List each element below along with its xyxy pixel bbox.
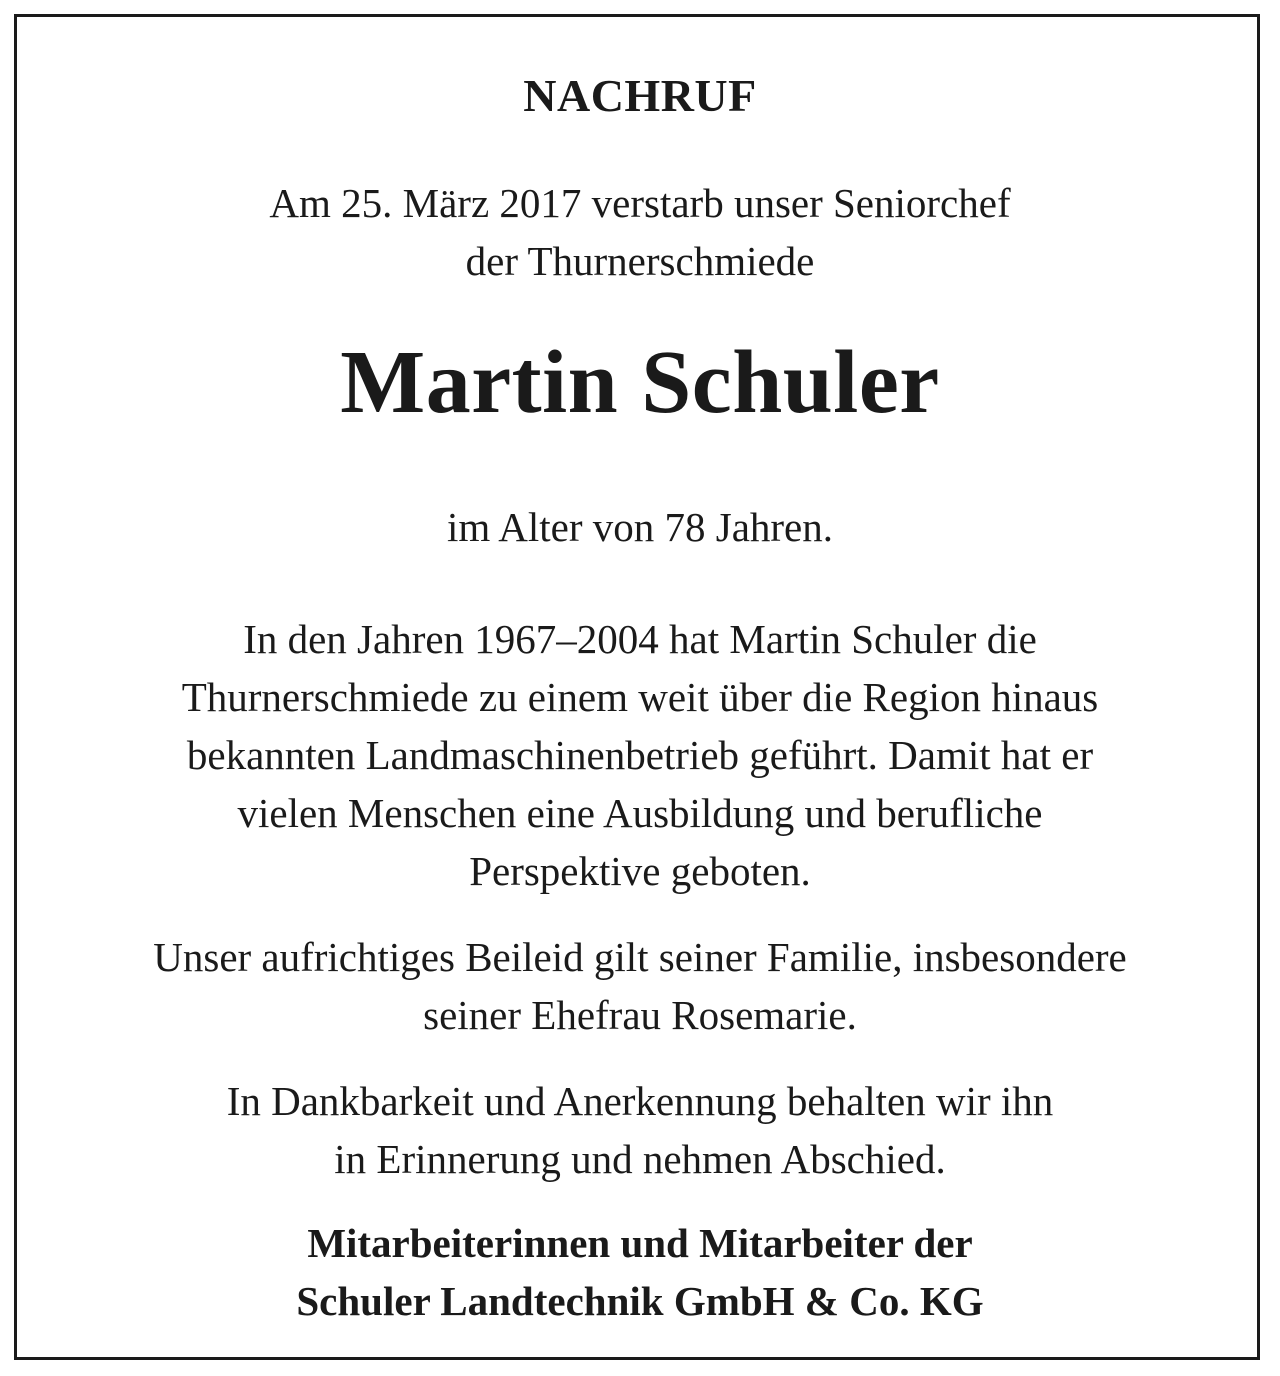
condolence-line: seiner Ehefrau Rosemarie. bbox=[423, 992, 857, 1038]
farewell-line: In Dankbarkeit und Anerkennung behalten wir ihn bbox=[226, 1078, 1054, 1124]
condolence-paragraph bbox=[14, 928, 1266, 1044]
biography-paragraph bbox=[14, 610, 1266, 900]
deceased-name: Martin Schuler bbox=[340, 333, 940, 432]
intro-paragraph bbox=[14, 174, 1266, 290]
notice-heading: NACHRUF bbox=[523, 70, 757, 121]
farewell-paragraph bbox=[14, 1072, 1266, 1188]
bio-line: vielen Menschen eine Ausbildung und berufliche bbox=[237, 790, 1043, 836]
signature-line: Schuler Landtechnik GmbH & Co. KG bbox=[296, 1278, 984, 1324]
bio-line: Thurnerschmiede zu einem weit über die Region hinaus bbox=[181, 674, 1099, 720]
signature-block bbox=[14, 1214, 1266, 1330]
condolence-line: Unser aufrichtiges Beileid gilt seiner Familie, insbesondere bbox=[153, 934, 1127, 980]
age-line: im Alter von 78 Jahren. bbox=[446, 504, 834, 550]
intro-line: der Thurnerschmiede bbox=[465, 238, 815, 284]
farewell-line: in Erinnerung und nehmen Abschied. bbox=[334, 1136, 946, 1182]
intro-line: Am 25. März 2017 verstarb unser Seniorchef bbox=[269, 180, 1011, 226]
bio-line: Perspektive geboten. bbox=[469, 848, 811, 894]
signature-line: Mitarbeiterinnen und Mitarbeiter der bbox=[307, 1220, 973, 1266]
bio-line: In den Jahren 1967–2004 hat Martin Schuler die bbox=[243, 616, 1037, 662]
bio-line: bekannten Landmaschinenbetrieb geführt. Damit hat er bbox=[186, 732, 1094, 778]
